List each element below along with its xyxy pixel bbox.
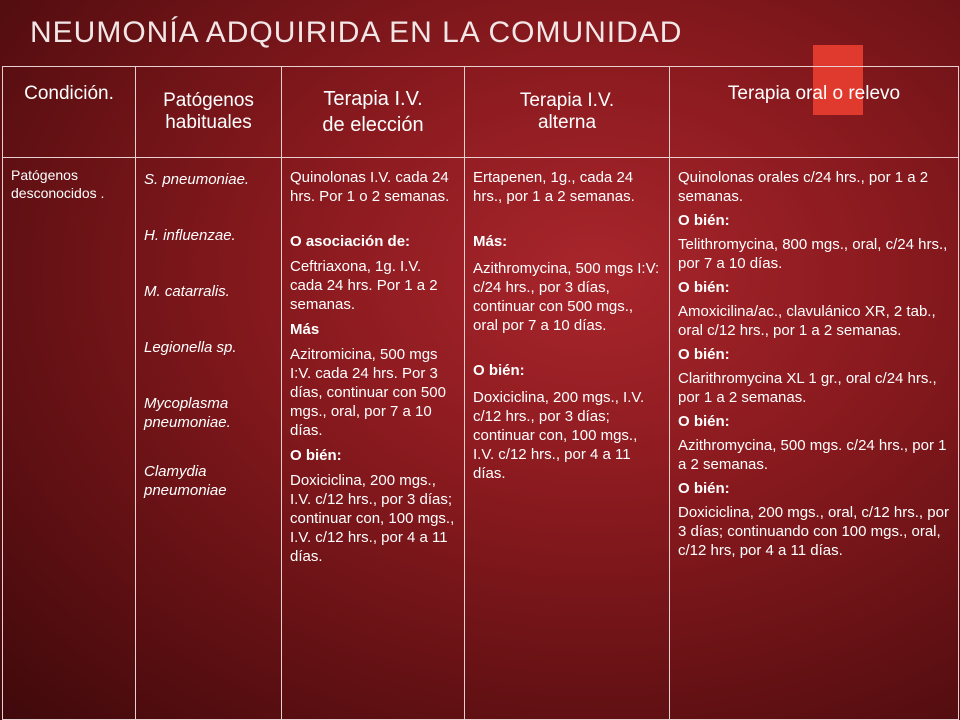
cell-condicion xyxy=(3,158,136,720)
oral-text: Doxiciclina, 200 mgs., oral, c/12 hrs., por 3 días; continuando con 100 mgs., oral, c/12 hrs, por 4 a 11 días. xyxy=(678,504,949,559)
table-row xyxy=(3,158,959,720)
oral-heading: O bién: xyxy=(678,346,730,363)
header-iv-eleccion-line1: Terapia I.V. xyxy=(323,88,423,110)
header-oral xyxy=(670,67,959,158)
header-iv-alterna-line1: Terapia I.V. xyxy=(519,90,615,111)
iv-alterna-text: Azithromycina, 500 mgs I:V: c/24 hrs., por 3 días, continuar con 500 mgs., oral por 7 a 10 días. xyxy=(473,260,660,334)
header-iv-eleccion xyxy=(282,67,465,158)
oral-text: Azithromycina, 500 mgs. c/24 hrs., por 1 a 2 semanas. xyxy=(678,437,947,473)
header-patogenos-line2: habituales xyxy=(165,112,252,133)
pathogen-item: H. influenzae. xyxy=(144,227,236,244)
iv-eleccion-heading: Más xyxy=(290,321,320,338)
header-patogenos-line1: Patógenos xyxy=(163,90,254,111)
cell-oral xyxy=(670,158,959,720)
header-row xyxy=(3,67,959,158)
iv-alterna-text: Doxiciclina, 200 mgs., I.V. c/12 hrs., por 3 días; continuar con, 100 mgs., I.V. c/12 hrs., por 4 a 11 días. xyxy=(473,389,645,482)
header-iv-alterna xyxy=(465,67,670,158)
iv-eleccion-text: Doxiciclina, 200 mgs., I.V. c/12 hrs., por 3 días; continuar con, 100 mgs., I.V. c/12 hrs., por 4 a 11 días. xyxy=(290,472,455,565)
iv-eleccion-text: Quinolonas I.V. cada 24 hrs. Por 1 o 2 semanas. xyxy=(290,169,450,205)
oral-heading: O bién: xyxy=(678,480,730,497)
pathogen-item: M. catarralis. xyxy=(144,283,230,300)
iv-eleccion-text: Ceftriaxona, 1g. I.V. cada 24 hrs. Por 1 a 2 semanas. xyxy=(290,258,438,313)
iv-alterna-heading: O bién: xyxy=(473,362,525,379)
condicion-text: Patógenos desconocidos . xyxy=(11,167,105,201)
page-title: NEUMONÍA ADQUIRIDA EN LA COMUNIDAD xyxy=(30,16,683,49)
header-iv-eleccion-line2: de elección xyxy=(322,114,424,136)
header-condicion-label: Condición. xyxy=(24,83,114,104)
pathogen-item: S. pneumoniae. xyxy=(144,171,250,188)
oral-text: Amoxicilina/ac., clavulánico XR, 2 tab., oral c/12 hrs., por 1 a 2 semanas. xyxy=(678,303,936,339)
therapy-table xyxy=(2,66,959,720)
header-condicion xyxy=(3,67,136,158)
oral-heading: O bién: xyxy=(678,212,730,229)
cell-patogenos xyxy=(136,158,282,720)
iv-alterna-text: Ertapenen, 1g., cada 24 hrs., por 1 a 2 semanas. xyxy=(473,169,635,205)
oral-text: Telithromycina, 800 mgs., oral, c/24 hrs., por 7 a 10 días. xyxy=(678,236,948,272)
oral-heading: O bién: xyxy=(678,279,730,296)
header-iv-alterna-line2: alterna xyxy=(537,112,597,133)
pathogen-item: Clamydia pneumoniae xyxy=(144,463,227,499)
pathogen-item: Mycoplasma pneumoniae. xyxy=(144,395,231,431)
cell-iv-alterna xyxy=(465,158,670,720)
oral-text: Quinolonas orales c/24 hrs., por 1 a 2 semanas. xyxy=(678,169,929,205)
cell-iv-eleccion xyxy=(282,158,465,720)
header-oral-label: Terapia oral o relevo xyxy=(727,83,901,104)
iv-eleccion-text: Azitromicina, 500 mgs I:V. cada 24 hrs. Por 3 días, continuar con 500 mgs., oral, por 7 a 10 días. xyxy=(290,346,446,439)
oral-heading: O bién: xyxy=(678,413,730,430)
pathogen-item: Legionella sp. xyxy=(144,339,237,356)
oral-text: Clarithromycina XL 1 gr., oral c/24 hrs., por 1 a 2 semanas. xyxy=(678,370,937,406)
header-patogenos xyxy=(136,67,282,158)
iv-eleccion-heading: O bién: xyxy=(290,447,342,464)
iv-eleccion-heading: O asociación de: xyxy=(290,233,411,250)
iv-alterna-heading: Más: xyxy=(473,233,508,250)
